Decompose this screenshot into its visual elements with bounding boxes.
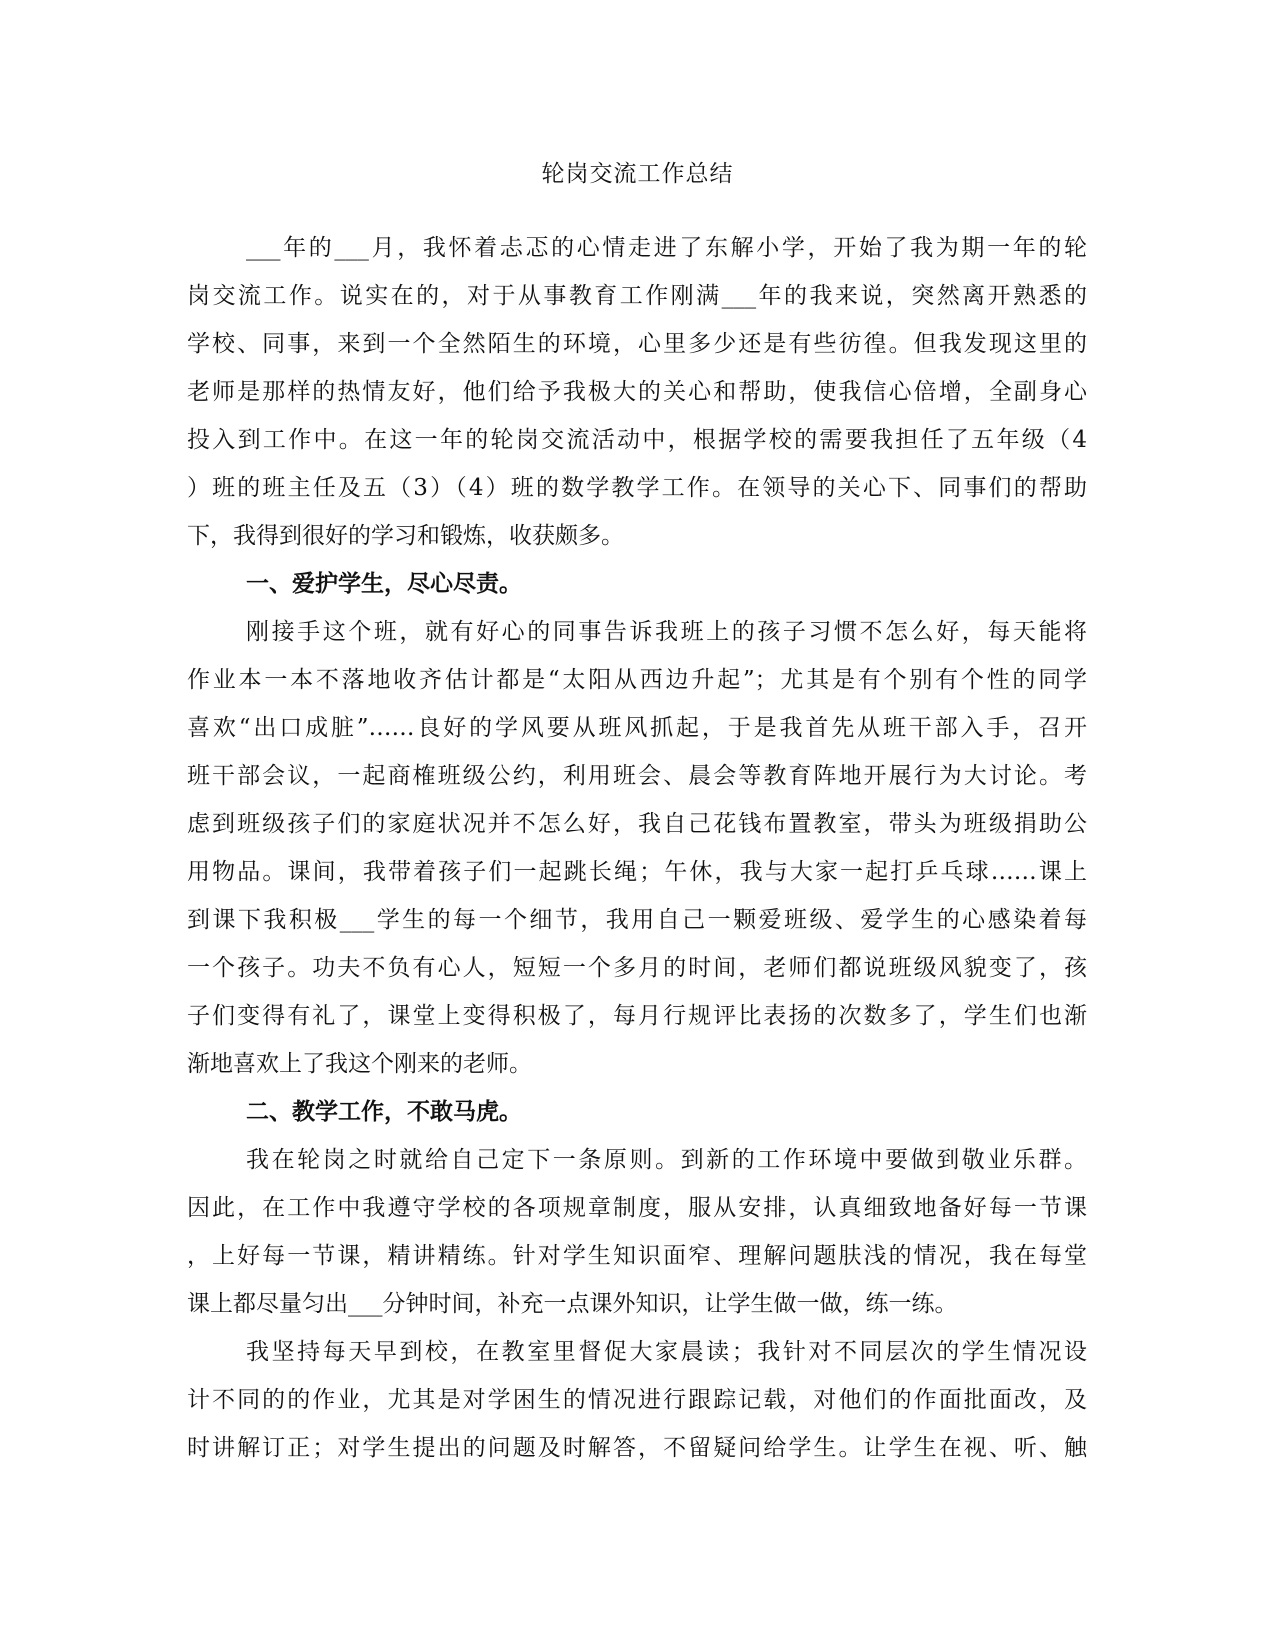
paragraph-line: ）班的班主任及五（3）（4）班的数学教学工作。在领导的关心下、同事们的帮助 (187, 475, 1087, 501)
paragraph-line: 课上都尽量匀出___分钟时间，补充一点课外知识，让学生做一做，练一练。 (187, 1291, 958, 1317)
section-heading-1: 一、爱护学生，尽心尽责。 (246, 570, 522, 597)
paragraph-line: 用物品。课间，我带着孩子们一起跳长绳；午休，我与大家一起打乒乓球……课上 (187, 859, 1087, 885)
paragraph-line: 班干部会议，一起商榷班级公约，利用班会、晨会等教育阵地开展行为大讨论。考 (187, 763, 1087, 789)
paragraph-line: 老师是那样的热情友好，他们给予我极大的关心和帮助，使我信心倍增，全副身心 (187, 379, 1087, 405)
paragraph-line: 一个孩子。功夫不负有心人，短短一个多月的时间，老师们都说班级风貌变了，孩 (187, 955, 1087, 981)
document-body (187, 224, 1087, 1472)
paragraph-line: 因此，在工作中我遵守学校的各项规章制度，服从安排，认真细致地备好每一节课 (187, 1195, 1087, 1221)
paragraph-line: 投入到工作中。在这一年的轮岗交流活动中，根据学校的需要我担任了五年级（4 (187, 427, 1087, 453)
paragraph-line: ___年的___月，我怀着忐忑的心情走进了东解小学，开始了我为期一年的轮 (246, 235, 1087, 261)
paragraph-line: 喜欢“出口成脏”……良好的学风要从班风抓起，于是我首先从班干部入手，召开 (187, 715, 1087, 741)
section-heading-2: 二、教学工作，不敢马虎。 (246, 1098, 522, 1125)
paragraph-line: 虑到班级孩子们的家庭状况并不怎么好，我自己花钱布置教室，带头为班级捐助公 (187, 811, 1087, 837)
paragraph-line: 我坚持每天早到校，在教室里督促大家晨读；我针对不同层次的学生情况设 (246, 1339, 1087, 1365)
paragraph-line: 到课下我积极___学生的每一个细节，我用自己一颗爱班级、爱学生的心感染着每 (187, 907, 1087, 933)
paragraph-line: 子们变得有礼了，课堂上变得积极了，每月行规评比表扬的次数多了，学生们也渐 (187, 1003, 1087, 1029)
paragraph-line: 时讲解订正；对学生提出的问题及时解答，不留疑问给学生。让学生在视、听、触 (187, 1435, 1087, 1461)
paragraph-line: 渐地喜欢上了我这个刚来的老师。 (187, 1051, 532, 1077)
paragraph-line: 岗交流工作。说实在的，对于从事教育工作刚满___年的我来说，突然离开熟悉的 (187, 283, 1087, 309)
paragraph-line: 我在轮岗之时就给自己定下一条原则。到新的工作环境中要做到敬业乐群。 (246, 1147, 1087, 1173)
paragraph-line: 下，我得到很好的学习和锻炼，收获颇多。 (187, 523, 624, 549)
paragraph-line: ，上好每一节课，精讲精练。针对学生知识面窄、理解问题肤浅的情况，我在每堂 (187, 1243, 1087, 1269)
paragraph-line: 计不同的的作业，尤其是对学困生的情况进行跟踪记载，对他们的作面批面改，及 (187, 1387, 1087, 1413)
paragraph-line: 刚接手这个班，就有好心的同事告诉我班上的孩子习惯不怎么好，每天能将 (246, 619, 1087, 645)
paragraph-line: 学校、同事，来到一个全然陌生的环境，心里多少还是有些彷徨。但我发现这里的 (187, 331, 1087, 357)
document-title: 轮岗交流工作总结 (541, 161, 734, 187)
paragraph-line: 作业本一本不落地收齐估计都是“太阳从西边升起”；尤其是有个别有个性的同学 (187, 667, 1087, 693)
